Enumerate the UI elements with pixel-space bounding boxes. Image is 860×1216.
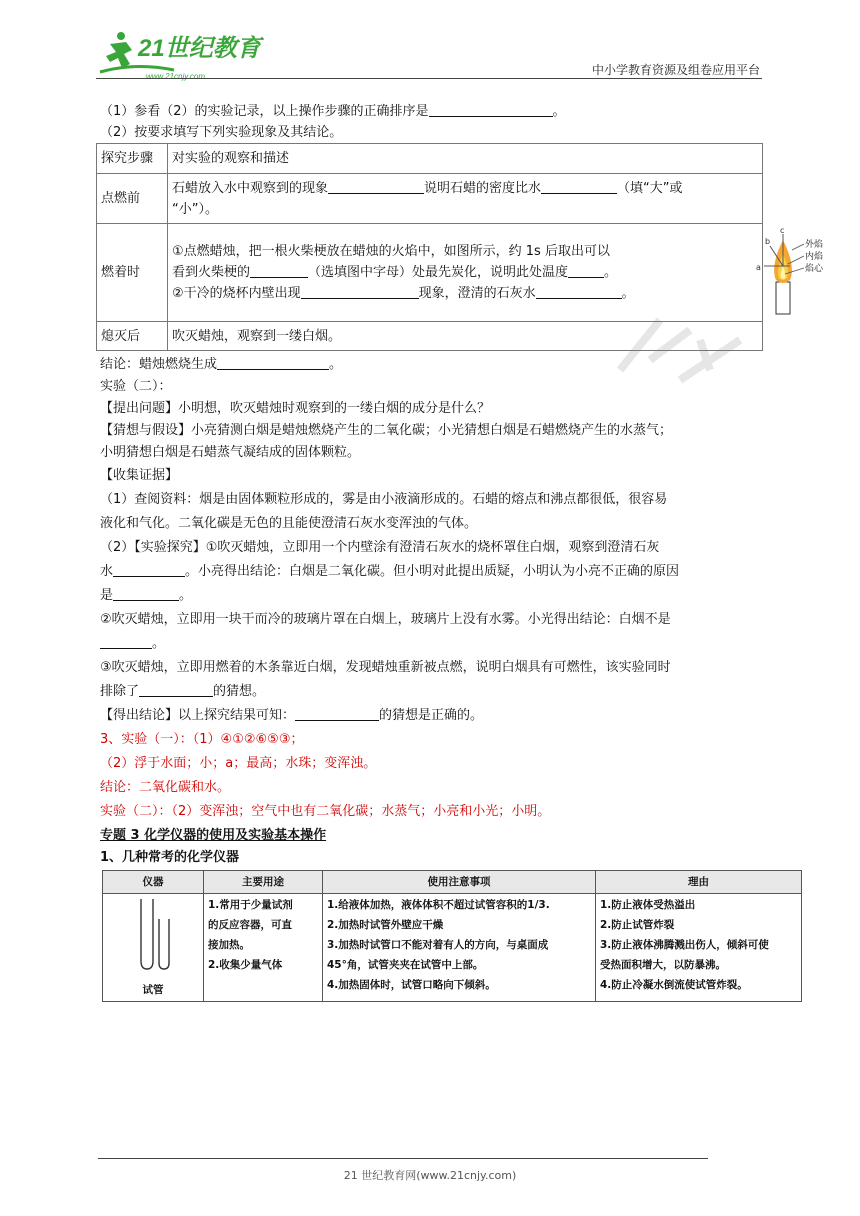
answer-blank (217, 355, 329, 370)
probe-line-3 (100, 585, 192, 606)
logo-text: 21世纪教育 (138, 35, 261, 62)
table-value (168, 174, 763, 224)
cell-text: （填“大”或 (617, 180, 683, 196)
footer-divider (98, 1158, 708, 1159)
instrument-name: 试管 (142, 984, 164, 996)
cell-text: 受热面积增大，以防暴沸。 (600, 959, 726, 971)
label-c: c (780, 226, 785, 235)
table-row (97, 224, 763, 322)
table-value: 吹灭蜡烛，观察到一缕白烟。 (168, 322, 763, 351)
section-subtitle: 1、几种常考的化学仪器 (100, 850, 240, 865)
table-value: 对实验的观察和描述 (168, 144, 763, 174)
reasons-cell (596, 894, 802, 1002)
question-text: （1）参看（2）的实验记录，以上操作步骤的正确排序是 (100, 104, 429, 119)
cell-text: 。 (621, 286, 635, 301)
uses-cell (204, 894, 323, 1002)
result-line (100, 705, 483, 726)
answer-line-1: 3、实验（一）：（1）④①②⑥⑤③； (100, 732, 304, 747)
text: 水 (100, 564, 114, 579)
cell-text: 4.加热固体时，试管口略向下倾斜。 (327, 979, 496, 991)
col-header: 仪器 (103, 871, 204, 894)
section-title: 专题 3 化学仪器的使用及实验基本操作 (100, 828, 327, 843)
answer-line-3: 结论：二氧化碳和水。 (100, 780, 231, 795)
table-header-row (103, 871, 802, 894)
text: 【得出结论】以上探究结果可知： (100, 708, 296, 723)
text: 。 (329, 357, 343, 372)
answer-blank (429, 102, 553, 117)
label-b: b (765, 237, 771, 246)
cell-text: 1.常用于少量试剂 (208, 899, 293, 911)
instrument-table (102, 870, 802, 1002)
table-row (97, 144, 763, 174)
instrument-cell (103, 894, 204, 1002)
probe-line-7 (100, 681, 265, 702)
answer-blank (301, 284, 419, 299)
cell-text: （选填图中字母）处最先炭化，说明此处温度 (308, 265, 569, 280)
col-header: 使用注意事项 (323, 871, 596, 894)
answer-blank (250, 263, 308, 278)
cell-text: 4.防止冷凝水倒流使试管炸裂。 (600, 979, 748, 991)
footer-text: 21 世纪教育网(www.21cnjy.com) (343, 1169, 517, 1182)
table-key: 燃着时 (97, 224, 168, 322)
probe-line-6: ③吹灭蜡烛，立即用燃着的木条靠近白烟，发现蜡烛重新被点燃，说明白烟具有可燃性，该实验同时 (100, 660, 671, 675)
answer-blank (568, 263, 604, 278)
notes-cell (323, 894, 596, 1002)
site-logo (96, 28, 266, 80)
col-header: 主要用途 (204, 871, 323, 894)
cell-text: ①点燃蜡烛，把一根火柴梗放在蜡烛的火焰中，如图所示，约 1s 后取出可以 (172, 244, 610, 259)
answer-blank (541, 179, 617, 194)
cell-text: 3.加热时试管口不能对着有人的方向，与桌面成 (327, 939, 549, 951)
cell-text: 看到火柴梗的 (172, 265, 251, 280)
question-line-2: （2）按要求填写下列实验现象及其结论。 (100, 125, 343, 140)
info-line-1: （1）查阅资料：烟是由固体颗粒形成的，雾是由小液滴形成的。石蜡的熔点和沸点都很低，很容易 (100, 492, 668, 507)
text: 的猜想是正确的。 (379, 708, 484, 723)
cell-text: 1.给液体加热，液体体积不超过试管容积的1/3. (327, 899, 550, 911)
probe-line-5 (100, 633, 165, 654)
cell-text: ②干冷的烧杯内壁出现 (172, 286, 301, 301)
label-outer-flame: 外焰 (805, 240, 824, 250)
probe-line-2 (100, 561, 679, 582)
question-paragraph: 【提出问题】小明想，吹灭蜡烛时观察到的一缕白烟的成分是什么？ (100, 401, 491, 416)
evidence-heading: 【收集证据】 (100, 468, 179, 483)
text: 。 (179, 588, 193, 603)
cell-text: 接加热。 (208, 939, 250, 951)
hypothesis-line-2: 小明猜想白烟是石蜡蒸气凝结成的固体颗粒。 (100, 445, 361, 460)
question-end: 。 (552, 104, 566, 119)
col-header: 理由 (596, 871, 802, 894)
answer-blank (113, 586, 179, 601)
hypothesis-line-1: 【猜想与假设】小亮猜测白烟是蜡烛燃烧产生的二氧化碳；小光猜想白烟是石蜡燃烧产生的水蒸气； (100, 423, 673, 438)
label-inner-flame: 内焰 (805, 252, 824, 262)
text: 结论：蜡烛燃烧生成 (100, 357, 218, 372)
answer-blank (328, 179, 424, 194)
table-key: 熄灭后 (97, 322, 168, 351)
table-key: 探究步骤 (97, 144, 168, 174)
header-divider (96, 78, 762, 79)
answer-blank (100, 634, 152, 649)
answer-blank (139, 682, 213, 697)
text: 。小亮得出结论：白烟是二氧化碳。但小明对此提出质疑，小明认为小亮不正确的原因 (185, 564, 680, 579)
question-line-1 (100, 101, 566, 122)
cell-text: 。 (604, 265, 618, 280)
observation-table (96, 143, 824, 351)
answer-blank (113, 562, 185, 577)
info-line-2: 液化和气化。二氧化碳是无色的且能使澄清石灰水变浑浊的气体。 (100, 516, 478, 531)
cell-text: 2.收集少量气体 (208, 959, 283, 971)
table-key: 点燃前 (97, 174, 168, 224)
logo-url: www.21cnjy.com (146, 72, 205, 81)
answer-blank (295, 706, 379, 721)
conclusion-line (100, 354, 342, 375)
experiment-2-heading: 实验（二）： (100, 379, 172, 394)
probe-line-1: （2）【实验探究】①吹灭蜡烛，立即用一个内壁涂有澄清石灰水的烧杯罩住白烟，观察到澄清石灰 (100, 540, 660, 555)
table-row (97, 322, 763, 351)
label-a: a (756, 263, 761, 272)
cell-text: 的反应容器，可直 (208, 919, 292, 931)
table-row (97, 174, 763, 224)
cell-text: 说明石蜡的密度比水 (424, 180, 542, 196)
answer-blank (536, 284, 622, 299)
cell-text: 现象，澄清的石灰水 (418, 286, 536, 301)
label-flame-core: 焰心 (805, 264, 824, 274)
header-platform-name: 中小学教育资源及组卷应用平台 (591, 63, 760, 77)
cell-text: “小”）。 (172, 201, 218, 217)
candle-flame-figure (752, 226, 830, 318)
table-value (168, 224, 824, 322)
text: 是 (100, 588, 114, 603)
table-row (103, 894, 802, 1002)
text: 排除了 (100, 684, 140, 699)
cell-text: 3.防止液体沸腾溅出伤人，倾斜可使 (600, 939, 769, 951)
cell-text: 45°角，试管夹夹在试管中上部。 (327, 959, 484, 971)
cell-text: 2.加热时试管外壁应干燥 (327, 919, 444, 931)
probe-line-4: ②吹灭蜡烛，立即用一块干而冷的玻璃片罩在白烟上，玻璃片上没有水雾。小光得出结论：白烟不是 (100, 612, 671, 627)
cell-text: 1.防止液体受热溢出 (600, 899, 696, 911)
text: 的猜想。 (213, 684, 266, 699)
answer-line-2: （2）浮于水面；小；a；最高；水珠；变浑浊。 (100, 756, 377, 771)
cell-text: 2.防止试管炸裂 (600, 919, 675, 931)
text: 。 (152, 636, 166, 651)
test-tube-icon (123, 895, 183, 973)
answer-line-4: 实验（二）：（2）变浑浊；空气中也有二氧化碳；水蒸气；小亮和小光；小明。 (100, 804, 551, 819)
cell-text: 石蜡放入水中观察到的现象 (172, 180, 329, 196)
